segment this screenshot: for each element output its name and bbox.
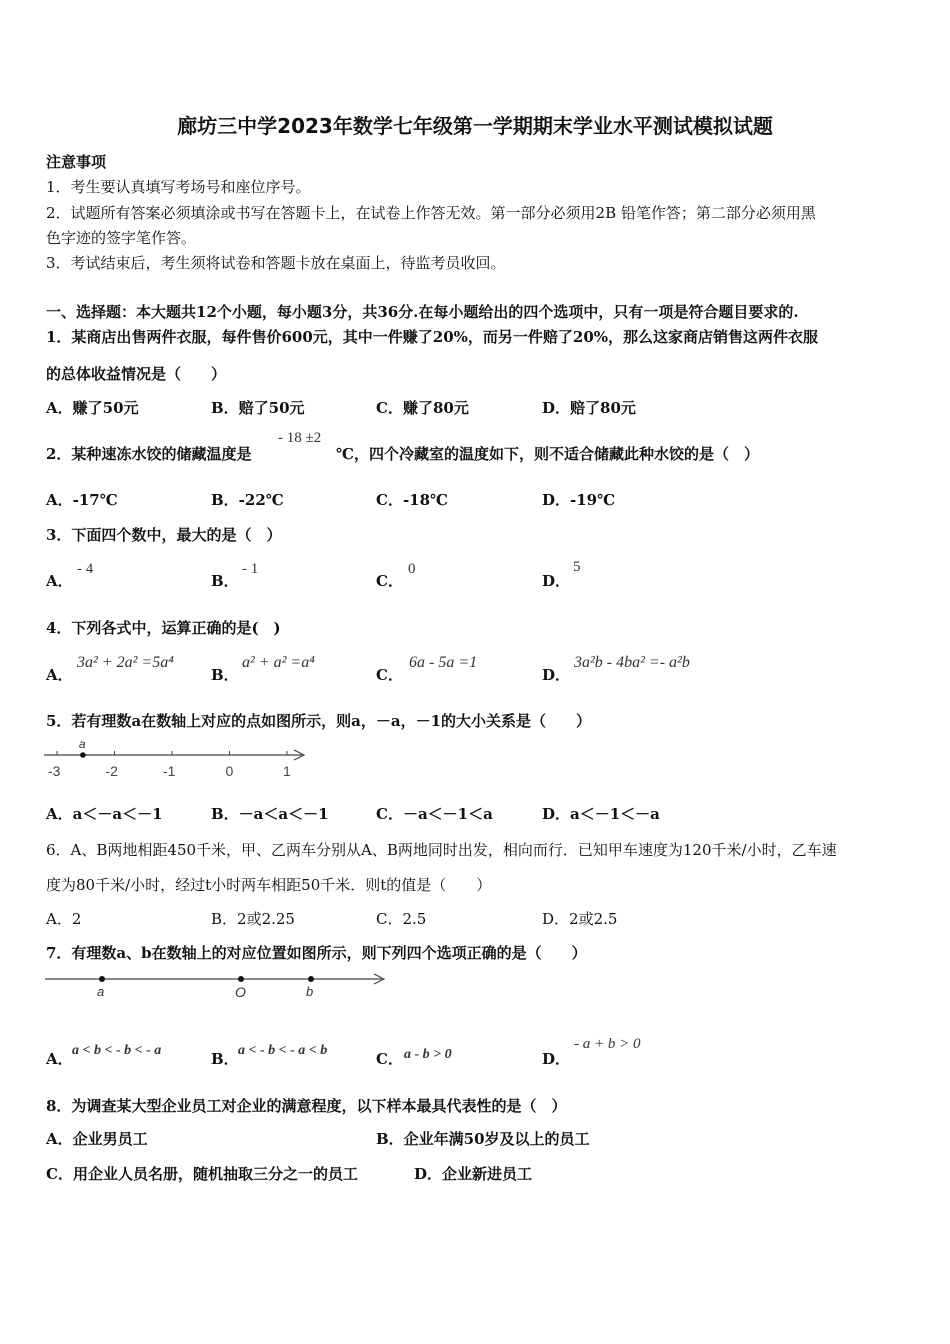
q4-option-c-expr: 6a - 5a =1: [409, 654, 478, 671]
q2-option-b: B．-22℃: [211, 491, 284, 509]
q3-option-d-letter: D．: [542, 572, 571, 590]
q7-number-line: [40, 966, 390, 1002]
q2-temperature-expr: - 18 ±2: [278, 430, 322, 446]
q2-option-a: A．-17℃: [46, 491, 118, 509]
q8-option-d: D．企业新进员工: [414, 1165, 533, 1183]
q1-option-b: B．赔了50元: [211, 399, 305, 417]
q6-option-b: B．2或2.25: [211, 910, 295, 928]
point-origin: [238, 976, 244, 982]
q6-option-c: C．2.5: [376, 910, 427, 928]
point-a: [80, 752, 86, 758]
question-6-line2: 度为80千米/小时，经过t小时两车相距50千米．则t的值是（ ）: [46, 876, 492, 894]
q4-option-b-expr: a² + a² =a⁴: [242, 654, 315, 671]
q2-option-d: D．-19℃: [542, 491, 616, 509]
notice-heading: 注意事项: [46, 153, 107, 171]
q3-option-c-value: 0: [408, 561, 416, 577]
q7-option-a-letter: A．: [46, 1050, 73, 1068]
q5-option-c: C．－a＜－1＜a: [376, 805, 493, 823]
label-b: b: [306, 984, 314, 999]
notice-item: 色字迹的签字笔作答。: [46, 229, 197, 247]
q2-option-c: C．-18℃: [376, 491, 449, 509]
q1-option-c: C．赚了80元: [376, 399, 469, 417]
q5-option-a: A．a＜－a＜－1: [46, 805, 163, 823]
q4-option-b-letter: B．: [211, 666, 239, 684]
q3-option-b-value: - 1: [242, 561, 259, 577]
label-a: a: [97, 984, 105, 999]
question-2-post: ℃，四个冷藏室的温度如下，则不适合储藏此种水饺的是（ ）: [336, 445, 759, 463]
question-1-line2: 的总体收益情况是（ ）: [46, 365, 227, 383]
question-2-pre: 2．某种速冻水饺的储藏温度是: [46, 445, 252, 463]
section-heading: 一、选择题：本大题共12个小题，每小题3分，共36分.在每小题给出的四个选项中，只有一项是符合题目要求的.: [46, 303, 799, 321]
label-origin: O: [235, 984, 246, 1000]
q7-option-d-letter: D．: [542, 1050, 571, 1068]
q4-option-a-letter: A．: [46, 666, 73, 684]
q4-option-d-expr: 3a²b - 4ba² =- a²b: [574, 654, 690, 671]
tick-label: 1: [283, 763, 291, 779]
q7-option-d-expr: - a + b > 0: [574, 1036, 641, 1052]
q3-option-a-value: - 4: [77, 561, 94, 577]
notice-item: 1．考生要认真填写考场号和座位序号。: [46, 178, 311, 196]
q4-option-a-expr: 3a² + 2a² =5a⁴: [77, 654, 174, 671]
tick-label: -3: [48, 763, 61, 779]
point-b: [308, 976, 314, 982]
point-a-label: a: [78, 737, 86, 751]
q8-option-b: B．企业年满50岁及以上的员工: [376, 1130, 590, 1148]
q1-option-d: D．赔了80元: [542, 399, 636, 417]
q6-option-d: D．2或2.5: [542, 910, 618, 928]
q6-option-a: A．2: [46, 910, 82, 928]
q3-option-b-letter: B．: [211, 572, 239, 590]
question-7: 7．有理数a、b在数轴上的对应位置如图所示，则下列四个选项正确的是（ ）: [46, 944, 587, 962]
q7-option-b-expr: a < - b < - a < b: [238, 1043, 328, 1058]
q7-option-a-expr: a < b < - b < - a: [72, 1043, 162, 1058]
notice-item: 2．试题所有答案必须填涂或书写在答题卡上，在试卷上作答无效。第一部分必须用2B 铅笔作答；第二部分必须用黑: [46, 204, 816, 222]
q7-option-c-expr: a - b > 0: [404, 1047, 452, 1062]
q4-option-c-letter: C．: [376, 666, 403, 684]
q8-option-a: A．企业男员工: [46, 1130, 148, 1148]
q1-option-a: A．赚了50元: [46, 399, 139, 417]
question-8: 8．为调查某大型企业员工对企业的满意程度，以下样本最具代表性的是（ ）: [46, 1097, 567, 1115]
q3-option-c-letter: C．: [376, 572, 403, 590]
question-1-line1: 1．某商店出售两件衣服，每件售价600元，其中一件赚了20%，而另一件赔了20%，那么这家商店销售这两件衣服: [46, 328, 819, 346]
question-5: 5．若有理数a在数轴上对应的点如图所示，则a，－a，－1的大小关系是（ ）: [46, 712, 592, 730]
q5-number-line: [40, 736, 320, 782]
q3-option-d-value: 5: [573, 559, 581, 575]
q4-option-d-letter: D．: [542, 666, 571, 684]
q8-option-c: C．用企业人员名册，随机抽取三分之一的员工: [46, 1165, 358, 1183]
q5-option-b: B．－a＜a＜－1: [211, 805, 329, 823]
question-4: 4．下列各式中，运算正确的是( ): [46, 619, 281, 637]
q7-option-b-letter: B．: [211, 1050, 239, 1068]
tick-label: -2: [105, 763, 118, 779]
question-3: 3．下面四个数中，最大的是（ ）: [46, 526, 282, 544]
tick-label: -1: [163, 763, 176, 779]
tick-label: 0: [225, 763, 234, 779]
q3-option-a-letter: A．: [46, 572, 73, 590]
q7-option-c-letter: C．: [376, 1050, 403, 1068]
page-title: 廊坊三中学2023年数学七年级第一学期期末学业水平测试模拟试题: [177, 114, 773, 138]
q5-option-d: D．a＜－1＜－a: [542, 805, 660, 823]
notice-item: 3．考试结束后，考生须将试卷和答题卡放在桌面上，待监考员收回。: [46, 254, 506, 272]
question-6-line1: 6．A、B两地相距450千米，甲、乙两车分别从A、B两地同时出发，相向而行．已知甲车速度为120千米/小时，乙车速: [46, 841, 837, 859]
point-a: [99, 976, 105, 982]
